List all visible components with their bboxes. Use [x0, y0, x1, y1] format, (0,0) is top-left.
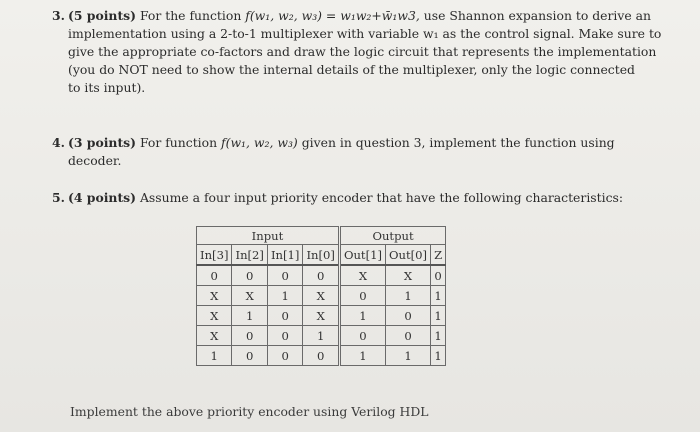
table-group-header-input: Input [197, 227, 340, 245]
table-cell: 1 [267, 286, 302, 306]
column-header: In[1] [267, 245, 302, 266]
table-cell: 0 [267, 306, 302, 326]
table-cell: X [303, 306, 339, 326]
question-text: For the function [139, 8, 242, 23]
column-header: In[2] [232, 245, 267, 266]
question-text: given in question 3, implement the function using [301, 135, 615, 150]
question-line [68, 189, 623, 207]
question-body [68, 7, 661, 97]
question-text: use Shannon expansion to derive an [423, 8, 652, 23]
table-cell: X [386, 265, 431, 286]
table-cell: 0 [431, 265, 446, 286]
column-header: In[3] [197, 245, 232, 266]
table-group-header-output: Output [339, 227, 445, 245]
table-row [197, 265, 446, 286]
question-line: to its input). [68, 80, 146, 95]
table-row [197, 306, 446, 326]
table-cell: 0 [386, 326, 431, 346]
table-cell: 0 [232, 346, 267, 366]
table-cell: 0 [267, 265, 302, 286]
question-points: (4 points) [68, 190, 137, 205]
table-cell: 0 [386, 306, 431, 326]
table-cell: 1 [197, 346, 232, 366]
question-number: 3. [52, 8, 65, 23]
table-cell: X [303, 286, 339, 306]
question-line: decoder. [68, 153, 122, 168]
table-row [197, 326, 446, 346]
question-text: For function [139, 135, 218, 150]
table-cell: X [197, 326, 232, 346]
question-number: 5. [52, 190, 65, 205]
table-row [197, 286, 446, 306]
table-cell: 0 [232, 326, 267, 346]
column-header: Z [431, 245, 446, 266]
question-line: give the appropriate co-factors and draw the logic circuit that represents the implementation [68, 44, 657, 59]
question-line: implementation using a 2-to-1 multiplexer with variable w₁ as the control signal. Make sure to [68, 26, 662, 41]
question-line [68, 7, 661, 25]
function-formula: f(w₁, w₂, w₃) [221, 135, 298, 150]
table-cell: 1 [339, 306, 385, 326]
question-text: Assume a four input priority encoder that have the following characteristics: [139, 190, 624, 205]
column-header: In[0] [303, 245, 339, 266]
table-cell: 1 [431, 326, 446, 346]
table-cell: 1 [386, 286, 431, 306]
table-cell: 1 [431, 286, 446, 306]
table-cell: X [232, 286, 267, 306]
question-line [68, 134, 615, 152]
table-cell: 1 [386, 346, 431, 366]
question-line: (you do NOT need to show the internal details of the multiplexer, only the logic connected [68, 62, 635, 77]
table-cell: 0 [339, 326, 385, 346]
table-cell: 0 [267, 326, 302, 346]
column-header: Out[0] [386, 245, 431, 266]
question-points: (3 points) [68, 135, 137, 150]
table-cell: 1 [431, 346, 446, 366]
table-cell: 0 [267, 346, 302, 366]
priority-encoder-table [196, 226, 446, 366]
table-cell: 1 [339, 346, 385, 366]
table-cell: X [197, 286, 232, 306]
function-formula: f(w₁, w₂, w₃) = w₁w₂+w̄₁w3, [245, 8, 420, 23]
table-cell: X [339, 265, 385, 286]
task-instruction: Implement the above priority encoder using Verilog HDL [70, 404, 429, 419]
table-cell: 0 [303, 265, 339, 286]
question-body [68, 189, 623, 207]
table-cell: 0 [303, 346, 339, 366]
table-cell: 1 [303, 326, 339, 346]
table-cell: 1 [431, 306, 446, 326]
table-cell: 1 [232, 306, 267, 326]
table-cell: 0 [197, 265, 232, 286]
table-cell: X [197, 306, 232, 326]
question-body [68, 134, 615, 170]
question-number: 4. [52, 135, 65, 150]
column-header: Out[1] [339, 245, 385, 266]
question-points: (5 points) [68, 8, 137, 23]
table-row [197, 346, 446, 366]
table-cell: 0 [339, 286, 385, 306]
table-cell: 0 [232, 265, 267, 286]
